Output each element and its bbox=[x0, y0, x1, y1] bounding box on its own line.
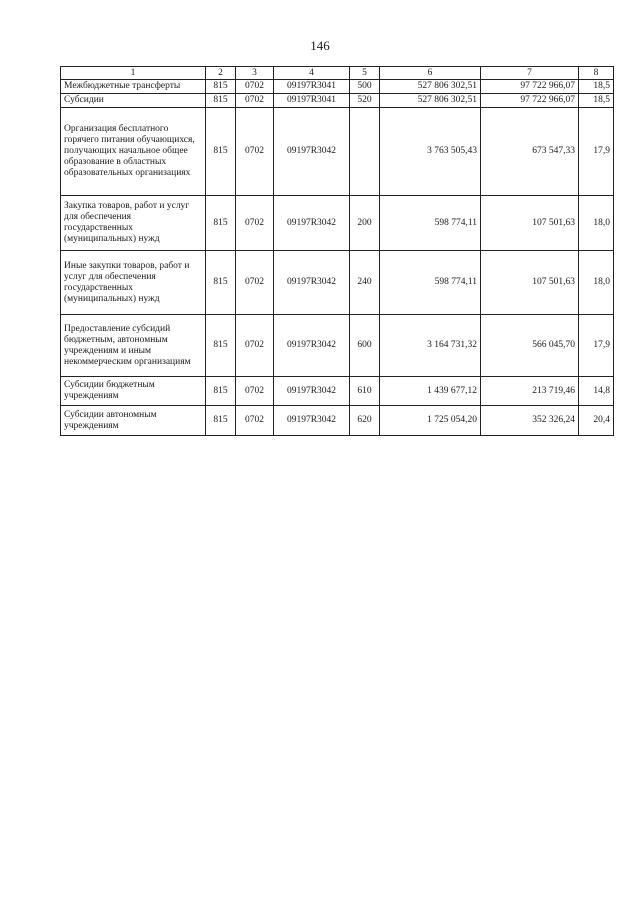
row-expense-type: 240 bbox=[350, 251, 380, 315]
row-target: 09197R3042 bbox=[274, 406, 350, 436]
row-percent: 17,9 bbox=[579, 108, 614, 196]
row-grbs: 815 bbox=[206, 108, 236, 196]
row-name: Субсидии bbox=[61, 94, 206, 108]
table-header-row bbox=[61, 67, 614, 80]
row-name: Субсидии автономным учреждениям bbox=[61, 406, 206, 436]
row-expense-type: 500 bbox=[350, 80, 380, 94]
row-name: Субсидии бюджетным учреждениям bbox=[61, 377, 206, 406]
row-target: 09197R3042 bbox=[274, 108, 350, 196]
row-actual: 673 547,33 bbox=[481, 108, 579, 196]
row-percent: 17,9 bbox=[579, 315, 614, 377]
header-col-6: 6 bbox=[380, 67, 481, 80]
row-target: 09197R3041 bbox=[274, 94, 350, 108]
row-expense-type bbox=[350, 108, 380, 196]
page-number: 146 bbox=[310, 38, 330, 53]
row-percent: 18,5 bbox=[579, 80, 614, 94]
row-name: Межбюджетные трансферты bbox=[61, 80, 206, 94]
row-grbs: 815 bbox=[206, 80, 236, 94]
row-expense-type: 600 bbox=[350, 315, 380, 377]
header-col-5: 5 bbox=[350, 67, 380, 80]
row-name: Предоставление субсидий бюджетным, автономным учреждениям и иным некоммерческим организациям bbox=[61, 315, 206, 377]
row-section: 0702 bbox=[236, 80, 274, 94]
row-target: 09197R3041 bbox=[274, 80, 350, 94]
table-row bbox=[61, 251, 614, 315]
row-expense-type: 620 bbox=[350, 406, 380, 436]
header-col-7: 7 bbox=[481, 67, 579, 80]
row-target: 09197R3042 bbox=[274, 315, 350, 377]
table-row bbox=[61, 80, 614, 94]
row-plan: 1 439 677,12 bbox=[380, 377, 481, 406]
row-section: 0702 bbox=[236, 377, 274, 406]
row-section: 0702 bbox=[236, 251, 274, 315]
row-section: 0702 bbox=[236, 196, 274, 251]
row-expense-type: 520 bbox=[350, 94, 380, 108]
table-row bbox=[61, 406, 614, 436]
row-plan: 3 164 731,32 bbox=[380, 315, 481, 377]
row-plan: 3 763 505,43 bbox=[380, 108, 481, 196]
row-target: 09197R3042 bbox=[274, 196, 350, 251]
row-plan: 598 774,11 bbox=[380, 196, 481, 251]
row-actual: 97 722 966,07 bbox=[481, 80, 579, 94]
row-plan: 527 806 302,51 bbox=[380, 80, 481, 94]
row-actual: 97 722 966,07 bbox=[481, 94, 579, 108]
row-grbs: 815 bbox=[206, 94, 236, 108]
row-grbs: 815 bbox=[206, 196, 236, 251]
row-percent: 18,0 bbox=[579, 251, 614, 315]
row-grbs: 815 bbox=[206, 406, 236, 436]
row-actual: 566 045,70 bbox=[481, 315, 579, 377]
row-actual: 352 326,24 bbox=[481, 406, 579, 436]
table-row bbox=[61, 94, 614, 108]
row-actual: 213 719,46 bbox=[481, 377, 579, 406]
table-row bbox=[61, 196, 614, 251]
row-expense-type: 610 bbox=[350, 377, 380, 406]
table-row bbox=[61, 377, 614, 406]
row-section: 0702 bbox=[236, 315, 274, 377]
header-col-2: 2 bbox=[206, 67, 236, 80]
row-percent: 20,4 bbox=[579, 406, 614, 436]
row-plan: 527 806 302,51 bbox=[380, 94, 481, 108]
row-target: 09197R3042 bbox=[274, 251, 350, 315]
row-section: 0702 bbox=[236, 94, 274, 108]
row-actual: 107 501,63 bbox=[481, 196, 579, 251]
table-row bbox=[61, 315, 614, 377]
row-section: 0702 bbox=[236, 108, 274, 196]
row-name: Организация бесплатного горячего питания обучающихся, получающих начальное общее образование в областных образовательных организациях bbox=[61, 108, 206, 196]
row-grbs: 815 bbox=[206, 251, 236, 315]
row-section: 0702 bbox=[236, 406, 274, 436]
row-grbs: 815 bbox=[206, 377, 236, 406]
header-col-8: 8 bbox=[579, 67, 614, 80]
row-actual: 107 501,63 bbox=[481, 251, 579, 315]
row-percent: 18,0 bbox=[579, 196, 614, 251]
row-name: Иные закупки товаров, работ и услуг для обеспечения государственных (муниципальных) нужд bbox=[61, 251, 206, 315]
budget-table bbox=[60, 66, 614, 436]
row-target: 09197R3042 bbox=[274, 377, 350, 406]
row-name: Закупка товаров, работ и услуг для обеспечения государственных (муниципальных) нужд bbox=[61, 196, 206, 251]
header-col-1: 1 bbox=[61, 67, 206, 80]
header-col-3: 3 bbox=[236, 67, 274, 80]
row-percent: 14,8 bbox=[579, 377, 614, 406]
row-plan: 598 774,11 bbox=[380, 251, 481, 315]
row-plan: 1 725 054,20 bbox=[380, 406, 481, 436]
row-expense-type: 200 bbox=[350, 196, 380, 251]
row-grbs: 815 bbox=[206, 315, 236, 377]
row-percent: 18,5 bbox=[579, 94, 614, 108]
header-col-4: 4 bbox=[274, 67, 350, 80]
table-row bbox=[61, 108, 614, 196]
